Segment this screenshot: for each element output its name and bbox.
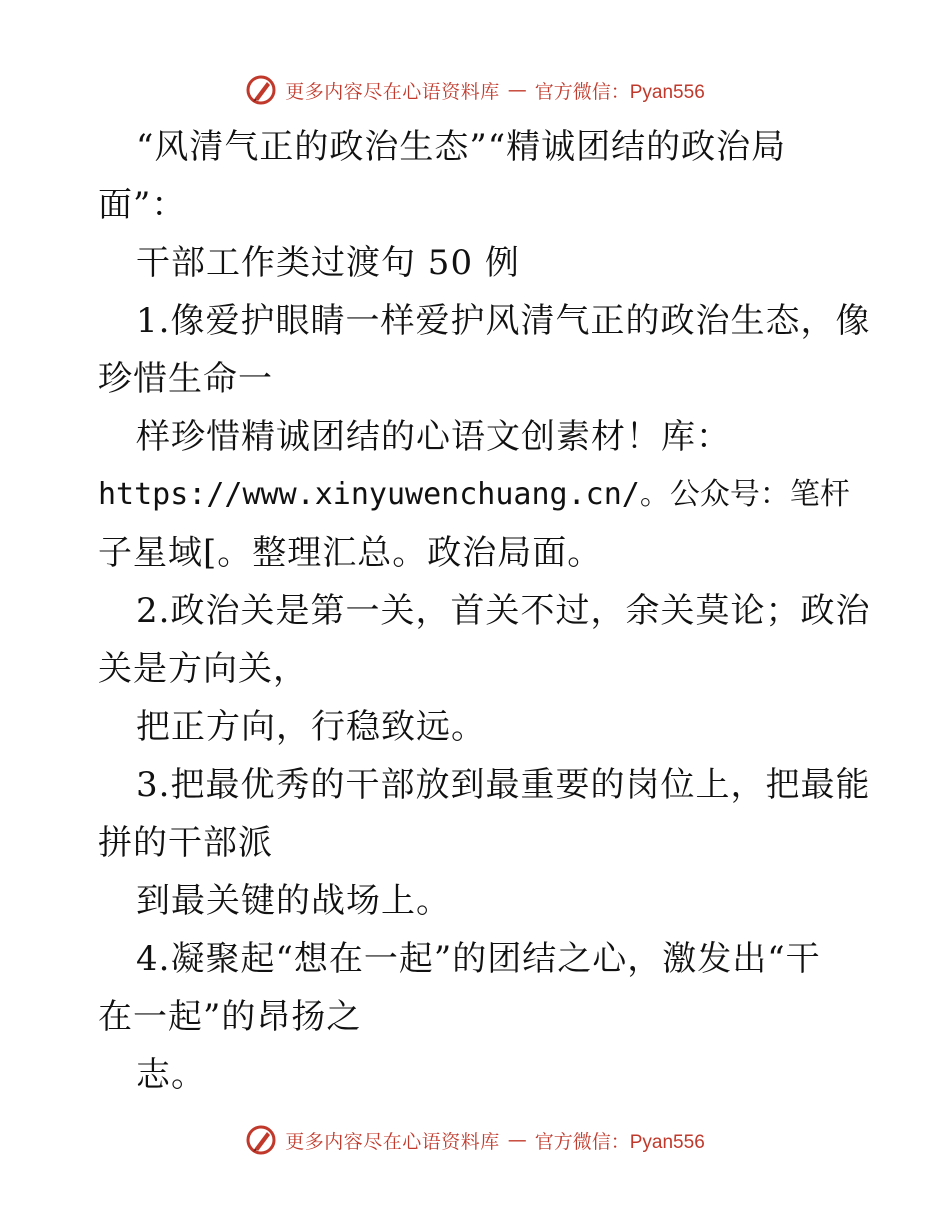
text-line: 1.像爱护眼睛一样爱护风清气正的政治生态，像 <box>136 301 871 341</box>
watermark-separator: — <box>507 79 527 101</box>
section-heading: 干部工作类过渡句 50 例 <box>136 243 520 283</box>
pen-logo-icon <box>245 74 277 106</box>
text-line: “风清气正的政治生态”“精诚团结的政治局 <box>136 127 787 167</box>
watermark-wechat: 官方微信：Pyan556 <box>534 1131 705 1153</box>
text-line: 关是方向关， <box>98 649 308 689</box>
text-line: 面”： <box>98 185 187 225</box>
text-line: 样珍惜精诚团结的心语文创素材！库： <box>136 417 731 457</box>
pen-logo-icon <box>245 1124 277 1156</box>
text-line: 拼的干部派 <box>98 823 273 863</box>
text-line: 在一起”的昂扬之 <box>98 997 362 1037</box>
text-line: 2.政治关是第一关，首关不过，余关莫论；政治 <box>136 591 871 631</box>
text-line: 珍惜生命一 <box>98 359 273 399</box>
watermark-separator: — <box>507 1129 527 1151</box>
document-body <box>98 118 871 1104</box>
watermark-wechat: 官方微信：Pyan556 <box>534 81 705 103</box>
text-line: 到最关键的战场上。 <box>136 881 451 921</box>
url-line: https://www.xinyuwenchuang.cn/。公众号：笔杆 <box>98 477 850 512</box>
text-line: 把正方向，行稳致远。 <box>136 707 486 747</box>
watermark-footer <box>0 1120 950 1160</box>
watermark-text: 更多内容尽在心语资料库 <box>285 80 500 103</box>
text-line: 4.凝聚起“想在一起”的团结之心，激发出“干 <box>136 939 821 979</box>
text-line: 子星域[。整理汇总。政治局面。 <box>98 533 603 573</box>
watermark-header <box>0 70 950 110</box>
watermark-text: 更多内容尽在心语资料库 <box>285 1130 500 1153</box>
text-line: 3.把最优秀的干部放到最重要的岗位上，把最能 <box>136 765 871 805</box>
text-line: 志。 <box>136 1055 206 1095</box>
